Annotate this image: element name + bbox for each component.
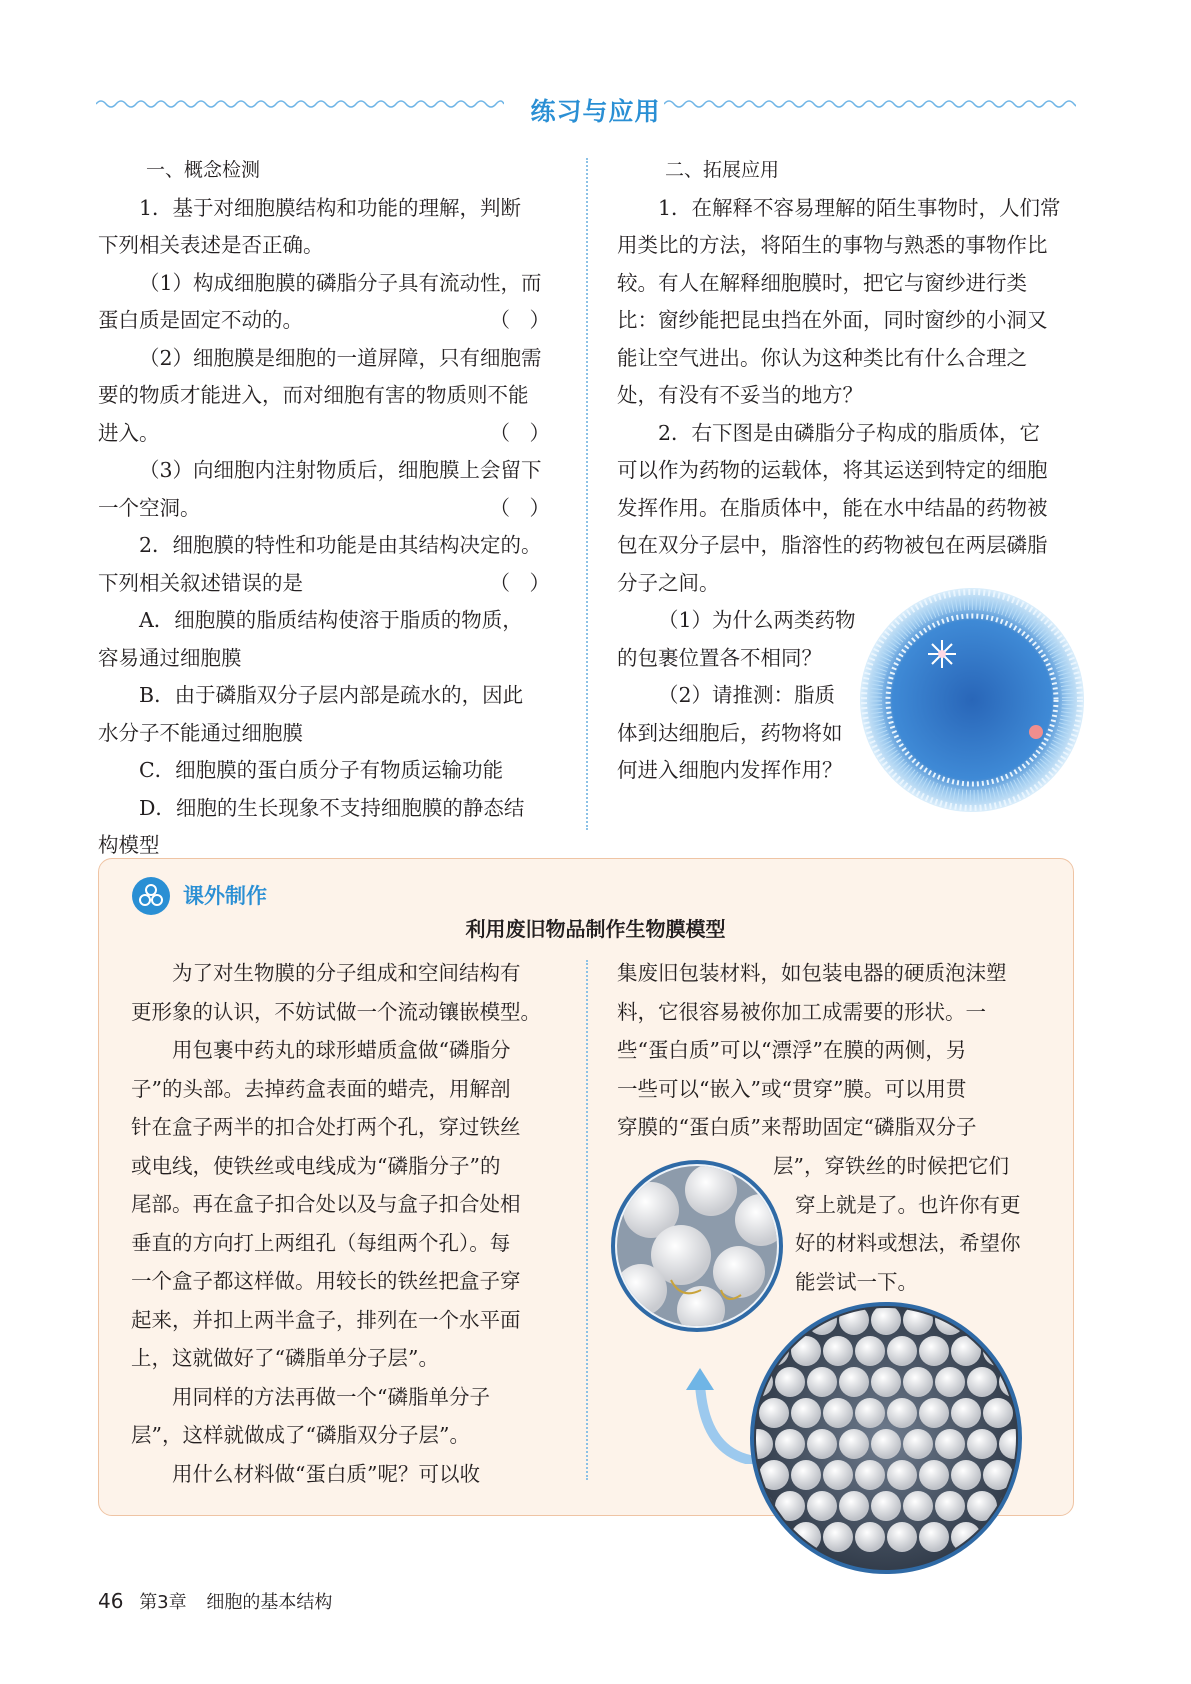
r-sub1-line2: 的包裹位置各不相同？ (617, 645, 822, 670)
r-sub2-line3: 何进入细胞内发挥作用？ (617, 758, 843, 782)
box-right-line3: 些“蛋白质”可以“漂浮”在膜的两侧，另 (617, 1038, 967, 1062)
r-p2-line1: 2．右下图是由磷脂分子构成的脂质体，它 (658, 420, 1041, 445)
model-ball (759, 1398, 789, 1428)
activity-divider (586, 960, 588, 1480)
answer-blank: （ ） (489, 308, 550, 332)
activity-title: 利用废旧物品制作生物膜模型 (465, 917, 726, 941)
model-ball (935, 1429, 965, 1459)
box-right-short1: 层”，穿铁丝的时候把它们 (773, 1154, 1009, 1178)
model-ball (967, 1367, 997, 1397)
page-footer (98, 1588, 332, 1614)
model-ball (839, 1429, 869, 1459)
left-column (98, 152, 554, 865)
box-left-line: 起来，并扣上两半盒子，排列在一个水平面 (131, 1307, 521, 1332)
r-p2-line5: 分子之间。 (617, 570, 720, 595)
r-p2-line3: 发挥作用。在脂质体中，能在水中结晶的药物被 (617, 495, 1048, 520)
model-ball (887, 1460, 917, 1490)
box-left-line: 一个盒子都这样做。用较长的铁丝把盒子穿 (131, 1269, 521, 1293)
column-divider (586, 158, 588, 830)
r-p2-line4: 包在双分子层中，脂溶性的药物被包在两层磷脂 (617, 533, 1048, 557)
activity-right-short (773, 1147, 1053, 1301)
molecule-icon (131, 876, 171, 916)
activity-left-column (131, 954, 561, 1493)
box-left-line: 用同样的方法再做一个“磷脂单分子 (172, 1384, 490, 1409)
membrane-model-photo (748, 1300, 1024, 1576)
model-ball (855, 1336, 885, 1366)
model-ball (967, 1429, 997, 1459)
model-ball (791, 1398, 821, 1428)
r-p1-line1: 1．在解释不容易理解的陌生事物时，人们常 (658, 195, 1061, 220)
model-ball (855, 1522, 885, 1552)
model-ball (919, 1460, 949, 1490)
q1-item2-line1: （2）细胞膜是细胞的一道屏障，只有细胞需 (139, 345, 542, 370)
box-left-line: 上，这就做好了“磷脂单分子层”。 (131, 1346, 439, 1370)
box-left-line: 层”，这样就做成了“磷脂双分子层”。 (131, 1423, 470, 1447)
box-right-short4: 能尝试一下。 (795, 1269, 918, 1294)
model-ball (807, 1491, 837, 1521)
liposome-illustration (858, 586, 1086, 814)
model-ball (919, 1398, 949, 1428)
q2-option-b-2: 水分子不能通过细胞膜 (98, 720, 303, 745)
box-left-line: 子”的头部。去掉药盒表面的蜡壳，用解剖 (131, 1076, 511, 1101)
box-right-line4: 一些可以“嵌入”或“贯穿”膜。可以用贯 (617, 1076, 967, 1101)
model-ball (807, 1367, 837, 1397)
header-wave-right (664, 96, 1076, 112)
answer-blank: （ ） (489, 420, 550, 445)
q1-item2-text: 进入。 (98, 420, 160, 445)
model-ball (839, 1367, 869, 1397)
box-left-line: 垂直的方向打上两组孔（每组两个孔）。每 (131, 1230, 511, 1255)
model-ball (887, 1398, 917, 1428)
box-left-line: 为了对生物膜的分子组成和空间结构有 (172, 961, 521, 985)
q2-option-a-1: A．细胞膜的脂质结构使溶于脂质的物质， (139, 608, 523, 632)
model-ball (748, 1305, 773, 1335)
activity-label: 课外制作 (183, 884, 267, 908)
model-ball (775, 1367, 805, 1397)
q1-item3-text: 一个空洞。 (98, 495, 201, 520)
q2-option-b-1: B．由于磷脂双分子层内部是疏水的，因此 (139, 683, 524, 707)
box-right-short2: 穿上就是了。也许你有更 (795, 1192, 1021, 1217)
r-sub1-line1: （1）为什么两类药物 (658, 608, 856, 632)
r-sub2-line2: 体到达细胞后，药物将如 (617, 720, 843, 745)
q2-stem-text: 下列相关叙述错误的是 (98, 570, 303, 595)
answer-blank: （ ） (489, 495, 550, 520)
q2-option-a-2: 容易通过细胞膜 (98, 645, 242, 670)
q1-item1-text: 蛋白质是固定不动的。 (98, 308, 303, 332)
r-p1-line4: 比：窗纱能把昆虫挡在外面，同时窗纱的小洞又 (617, 308, 1048, 332)
model-ball (855, 1398, 885, 1428)
q2-option-c: C．细胞膜的蛋白质分子有物质运输功能 (139, 758, 504, 782)
q1-stem-1: 1．基于对细胞膜结构和功能的理解，判断 (139, 195, 522, 220)
model-ball (807, 1429, 837, 1459)
r-p1-line6: 处，有没有不妥当的地方？ (617, 383, 863, 407)
model-ball (919, 1336, 949, 1366)
section-title: 练习与应用 (530, 97, 661, 126)
box-left-line: 或电线，使铁丝或电线成为“磷脂分子”的 (131, 1153, 501, 1178)
box-left-line: 尾部。再在盒子扣合处以及与盒子扣合处相 (131, 1192, 521, 1216)
box-left-line: 用什么材料做“蛋白质”呢？可以收 (172, 1461, 480, 1486)
box-left-line: 用包裹中药丸的球形蜡质盒做“磷脂分 (172, 1038, 511, 1062)
r-p1-line3: 较。有人在解释细胞膜时，把它与窗纱进行类 (617, 270, 1027, 295)
r-sub2-line1: （2）请推测：脂质 (658, 683, 836, 707)
box-right-line5: 穿膜的“蛋白质”来帮助固定“磷脂双分子 (617, 1115, 977, 1139)
model-ball (775, 1429, 805, 1459)
model-ball (871, 1491, 901, 1521)
model-ball (1015, 1336, 1024, 1366)
model-ball (791, 1460, 821, 1490)
model-ball (967, 1305, 997, 1335)
model-ball (1015, 1522, 1024, 1552)
q1-item2-line2: 要的物质才能进入，而对细胞有害的物质则不能 (98, 383, 529, 407)
heading-extension: 二、拓展应用 (665, 159, 780, 181)
q1-item3-line1: （3）向细胞内注射物质后，细胞膜上会留下 (139, 458, 542, 482)
r-p2-line2: 可以作为药物的运载体，将其运送到特定的细胞 (617, 458, 1048, 482)
model-ball (871, 1305, 901, 1335)
q1-item2-line3 (98, 415, 554, 453)
box-right-short3: 好的材料或想法，希望你 (795, 1231, 1021, 1255)
q1-item3-line2 (98, 490, 554, 528)
r-p1-line5: 能让空气进出。你认为这种类比有什么合理之 (617, 345, 1027, 370)
box-right-line1: 集废旧包装材料，如包装电器的硬质泡沫塑 (617, 961, 1007, 985)
chapter-number: 第3章 (139, 1592, 187, 1613)
model-ball (823, 1336, 853, 1366)
page-number: 46 (98, 1589, 124, 1613)
q2-option-d-1: D．细胞的生长现象不支持细胞膜的静态结 (139, 795, 525, 820)
q1-stem-2: 下列相关表述是否正确。 (98, 233, 324, 257)
model-ball (823, 1460, 853, 1490)
activity-right-column (617, 954, 1043, 1147)
q2-stem-2 (98, 565, 554, 603)
model-ball (999, 1305, 1024, 1335)
chapter-title: 细胞的基本结构 (206, 1592, 333, 1613)
model-ball (951, 1460, 981, 1490)
model-ball (887, 1336, 917, 1366)
model-ball (871, 1367, 901, 1397)
q1-item1-line2 (98, 302, 554, 340)
model-ball (903, 1367, 933, 1397)
model-ball (919, 1522, 949, 1552)
model-ball (903, 1491, 933, 1521)
model-ball (903, 1429, 933, 1459)
model-ball (823, 1522, 853, 1552)
model-ball (983, 1398, 1013, 1428)
answer-blank: （ ） (489, 570, 550, 595)
model-ball (823, 1398, 853, 1428)
q2-option-d-2: 构模型 (98, 833, 160, 857)
model-ball (839, 1491, 869, 1521)
q1-item1-line1: （1）构成细胞膜的磷脂分子具有流动性，而 (139, 270, 542, 295)
model-ball (887, 1522, 917, 1552)
model-ball (951, 1398, 981, 1428)
r-p1-line2: 用类比的方法，将陌生的事物与熟悉的事物作比 (617, 233, 1048, 257)
model-ball (855, 1460, 885, 1490)
box-right-line2: 料，它很容易被你加工成需要的形状。一 (617, 999, 986, 1024)
box-left-line: 针在盒子两半的扣合处打两个孔，穿过铁丝 (131, 1115, 521, 1139)
model-ball (935, 1367, 965, 1397)
box-left-line: 更形象的认识，不妨试做一个流动镶嵌模型。 (131, 999, 541, 1024)
heading-concept-check: 一、概念检测 (146, 159, 261, 181)
model-ball (935, 1491, 965, 1521)
q2-stem-1: 2．细胞膜的特性和功能是由其结构决定的。 (139, 533, 542, 557)
model-ball (871, 1429, 901, 1459)
model-ball (775, 1305, 805, 1335)
